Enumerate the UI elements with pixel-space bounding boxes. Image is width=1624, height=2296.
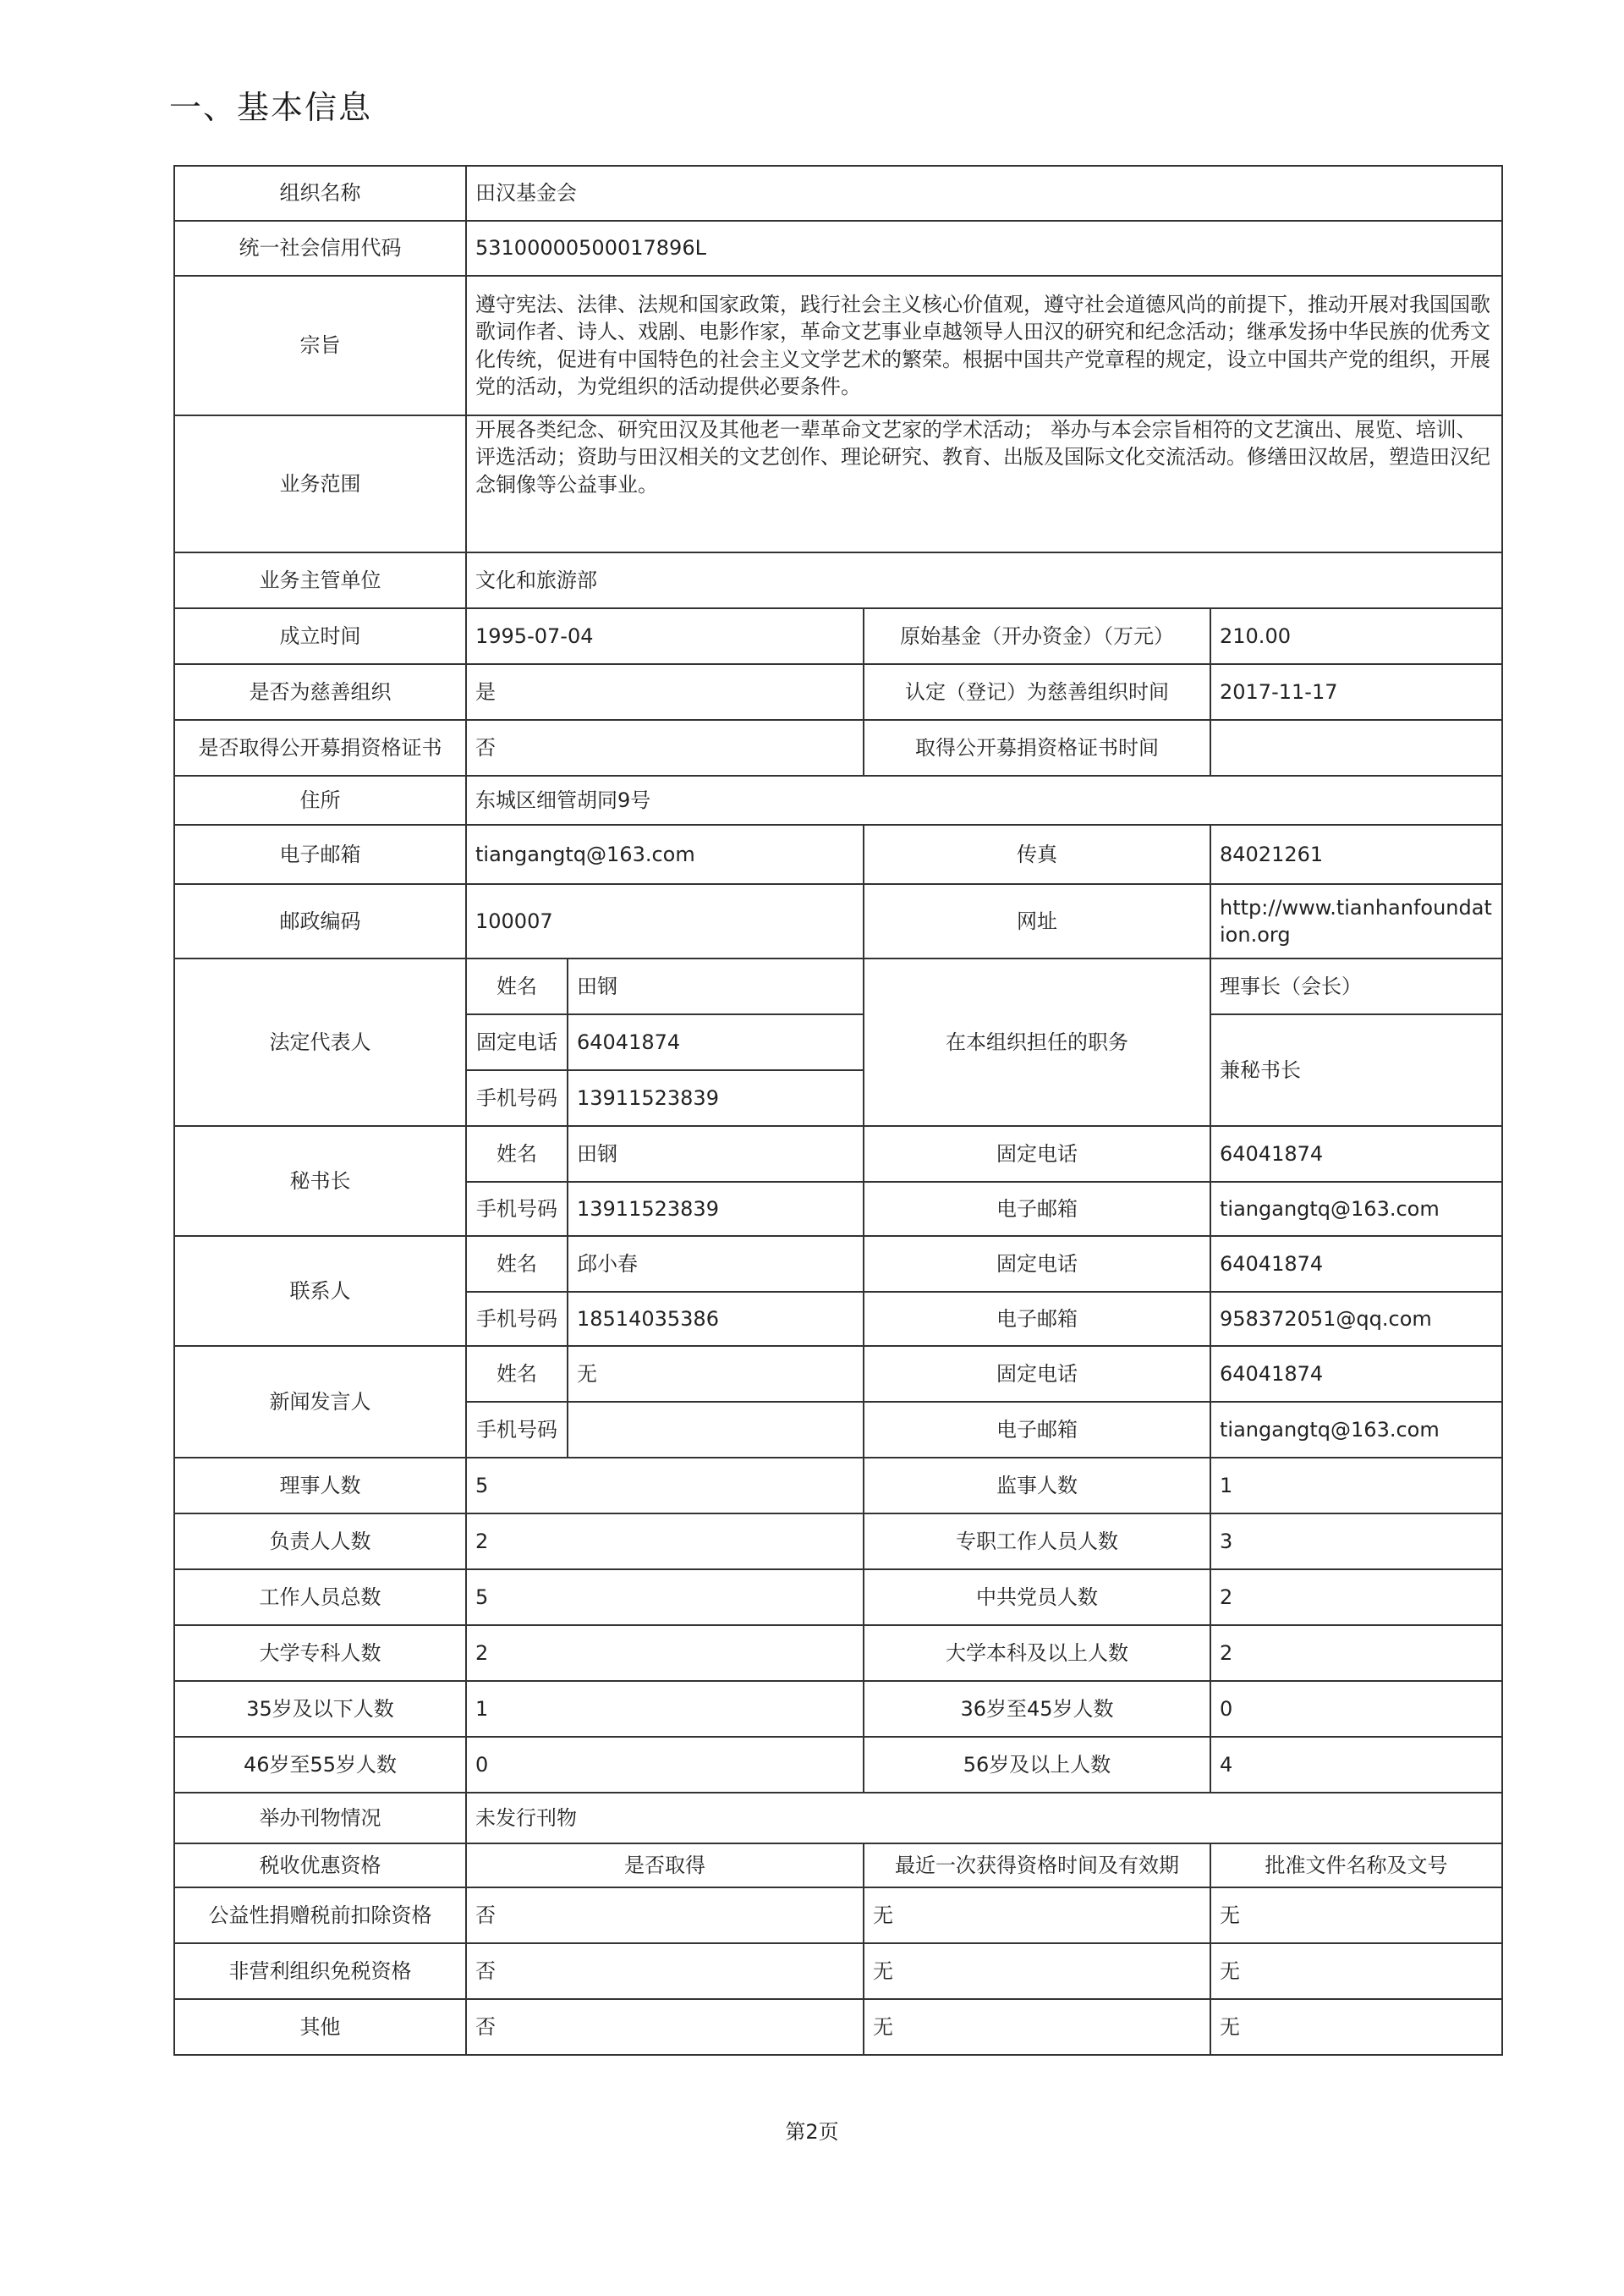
row-charity <box>174 664 1502 720</box>
spokesman-email-label: 电子邮箱 <box>864 1402 1210 1458</box>
stat-label: 专职工作人员人数 <box>864 1513 1210 1569</box>
stat-label: 中共党员人数 <box>864 1569 1210 1625</box>
tax-header-doc: 批准文件名称及文号 <box>1210 1843 1502 1887</box>
fax-value: 84021261 <box>1210 825 1502 884</box>
row-email <box>174 825 1502 884</box>
tax-row-time: 无 <box>864 1943 1210 1999</box>
tax-row-obtained: 否 <box>466 1887 864 1943</box>
legal-rep-phone: 64041874 <box>568 1014 864 1070</box>
publication-value: 未发行刊物 <box>466 1793 1502 1843</box>
spokesman-mobile-label: 手机号码 <box>466 1402 568 1458</box>
tax-row-doc: 无 <box>1210 1943 1502 1999</box>
fundraising-label: 是否取得公开募捐资格证书 <box>174 720 466 776</box>
row-tax-0 <box>174 1887 1502 1943</box>
purpose-value: 遵守宪法、法律、法规和国家政策，践行社会主义核心价值观，遵守社会道德风尚的前提下，推动开展对我国国歌歌词作者、诗人、戏剧、电影作家，革命文艺事业卓越领导人田汉的研究和纪念活动；继承发扬中华民族的优秀文化传统，促进有中国特色的社会主义文学艺术的繁荣。根据中国共产党章程的规定，设立中国共产党的组织，开展党的活动，为党组织的活动提供必要条件。 <box>466 276 1502 415</box>
row-purpose <box>174 276 1502 415</box>
tax-header-name: 税收优惠资格 <box>174 1843 466 1887</box>
legal-rep-mobile: 13911523839 <box>568 1070 864 1126</box>
stat-label: 工作人员总数 <box>174 1569 466 1625</box>
section-title: 一、基本信息 <box>169 89 373 126</box>
secretary-name: 田钢 <box>568 1126 864 1182</box>
spokesman-mobile <box>568 1402 864 1458</box>
contact-mobile-label: 手机号码 <box>466 1292 568 1346</box>
scope-label: 业务范围 <box>174 415 466 552</box>
spokesman-phone: 64041874 <box>1210 1346 1502 1402</box>
stat-label: 36岁至45岁人数 <box>864 1681 1210 1737</box>
legal-rep-phone-label: 固定电话 <box>466 1014 568 1070</box>
stat-value: 2 <box>466 1625 864 1681</box>
founded-label: 成立时间 <box>174 608 466 664</box>
row-spokesman-name <box>174 1346 1502 1402</box>
fax-label: 传真 <box>864 825 1210 884</box>
legal-rep-name: 田钢 <box>568 958 864 1014</box>
contact-name-label: 姓名 <box>466 1236 568 1292</box>
row-tax-2 <box>174 1999 1502 2055</box>
spokesman-name-label: 姓名 <box>466 1346 568 1402</box>
row-contact-name <box>174 1236 1502 1292</box>
tax-row-time: 无 <box>864 1999 1210 2055</box>
row-address <box>174 776 1502 825</box>
row-publication <box>174 1793 1502 1843</box>
secretary-mobile: 13911523839 <box>568 1182 864 1236</box>
fundraising-date-label: 取得公开募捐资格证书时间 <box>864 720 1210 776</box>
spokesman-phone-label: 固定电话 <box>864 1346 1210 1402</box>
tax-row-time: 无 <box>864 1887 1210 1943</box>
contact-name: 邱小春 <box>568 1236 864 1292</box>
postal-label: 邮政编码 <box>174 884 466 958</box>
org-name-value: 田汉基金会 <box>466 166 1502 221</box>
stat-label: 大学专科人数 <box>174 1625 466 1681</box>
secretary-email-label: 电子邮箱 <box>864 1182 1210 1236</box>
stat-label: 理事人数 <box>174 1458 466 1513</box>
web-label: 网址 <box>864 884 1210 958</box>
stat-value: 2 <box>1210 1569 1502 1625</box>
email-value: tiangangtq@163.com <box>466 825 864 884</box>
contact-email: 958372051@qq.com <box>1210 1292 1502 1346</box>
row-founded <box>174 608 1502 664</box>
legal-rep-name-label: 姓名 <box>466 958 568 1014</box>
fundraising-date-value <box>1210 720 1502 776</box>
spokesman-name: 无 <box>568 1346 864 1402</box>
row-supervisor <box>174 552 1502 608</box>
supervisor-label: 业务主管单位 <box>174 552 466 608</box>
fund-label: 原始基金（开办资金）（万元） <box>864 608 1210 664</box>
page-number: 第2页 <box>785 2120 839 2144</box>
row-stats-5 <box>174 1737 1502 1793</box>
row-stats-4 <box>174 1681 1502 1737</box>
row-tax-header <box>174 1843 1502 1887</box>
contact-phone-label: 固定电话 <box>864 1236 1210 1292</box>
secretary-phone: 64041874 <box>1210 1126 1502 1182</box>
legal-rep-post2: 兼秘书长 <box>1210 1014 1502 1126</box>
row-scope <box>174 415 1502 552</box>
row-fundraising <box>174 720 1502 776</box>
scope-value: 开展各类纪念、研究田汉及其他老一辈革命文艺家的学术活动； 举办与本会宗旨相符的文艺演出、展览、培训、评选活动；资助与田汉相关的文艺创作、理论研究、教育、出版及国际文化交流活动。修缮田汉故居，塑造田汉纪念铜像等公益事业。 <box>466 415 1502 552</box>
contact-mobile: 18514035386 <box>568 1292 864 1346</box>
stat-value: 2 <box>1210 1625 1502 1681</box>
credit-code-label: 统一社会信用代码 <box>174 221 466 276</box>
legal-rep-post1: 理事长（会长） <box>1210 958 1502 1014</box>
founded-value: 1995-07-04 <box>466 608 864 664</box>
row-stats-0 <box>174 1458 1502 1513</box>
row-credit-code <box>174 221 1502 276</box>
charity-value: 是 <box>466 664 864 720</box>
stat-value: 0 <box>1210 1681 1502 1737</box>
credit-code-value: 53100000500017896L <box>466 221 1502 276</box>
stat-value: 4 <box>1210 1737 1502 1793</box>
email-label: 电子邮箱 <box>174 825 466 884</box>
secretary-email: tiangangtq@163.com <box>1210 1182 1502 1236</box>
tax-row-name: 其他 <box>174 1999 466 2055</box>
secretary-name-label: 姓名 <box>466 1126 568 1182</box>
secretary-mobile-label: 手机号码 <box>466 1182 568 1236</box>
stat-value: 1 <box>466 1681 864 1737</box>
stat-value: 2 <box>466 1513 864 1569</box>
address-value: 东城区细管胡同9号 <box>466 776 1502 825</box>
row-stats-2 <box>174 1569 1502 1625</box>
org-name-label: 组织名称 <box>174 166 466 221</box>
secretary-label: 秘书长 <box>174 1126 466 1236</box>
row-legal-rep-name <box>174 958 1502 1014</box>
tax-row-doc: 无 <box>1210 1887 1502 1943</box>
stat-value: 1 <box>1210 1458 1502 1513</box>
legal-rep-label: 法定代表人 <box>174 958 466 1126</box>
tax-row-doc: 无 <box>1210 1999 1502 2055</box>
row-stats-1 <box>174 1513 1502 1569</box>
row-postal <box>174 884 1502 958</box>
address-label: 住所 <box>174 776 466 825</box>
stat-label: 大学本科及以上人数 <box>864 1625 1210 1681</box>
tax-row-obtained: 否 <box>466 1943 864 1999</box>
legal-rep-mobile-label: 手机号码 <box>466 1070 568 1126</box>
tax-row-name: 公益性捐赠税前扣除资格 <box>174 1887 466 1943</box>
row-stats-3 <box>174 1625 1502 1681</box>
row-tax-1 <box>174 1943 1502 1999</box>
stat-value: 0 <box>466 1737 864 1793</box>
stat-label: 负责人人数 <box>174 1513 466 1569</box>
tax-header-obtained: 是否取得 <box>466 1843 864 1887</box>
legal-rep-post-label: 在本组织担任的职务 <box>864 958 1210 1126</box>
contact-email-label: 电子邮箱 <box>864 1292 1210 1346</box>
stat-value: 3 <box>1210 1513 1502 1569</box>
charity-label: 是否为慈善组织 <box>174 664 466 720</box>
tax-row-obtained: 否 <box>466 1999 864 2055</box>
fund-value: 210.00 <box>1210 608 1502 664</box>
row-org-name <box>174 166 1502 221</box>
spokesman-email: tiangangtq@163.com <box>1210 1402 1502 1458</box>
purpose-label: 宗旨 <box>174 276 466 415</box>
tax-row-name: 非营利组织免税资格 <box>174 1943 466 1999</box>
publication-label: 举办刊物情况 <box>174 1793 466 1843</box>
tax-header-time: 最近一次获得资格时间及有效期 <box>864 1843 1210 1887</box>
charity-date-label: 认定（登记）为慈善组织时间 <box>864 664 1210 720</box>
contact-label: 联系人 <box>174 1236 466 1346</box>
spokesman-label: 新闻发言人 <box>174 1346 466 1458</box>
stat-label: 监事人数 <box>864 1458 1210 1513</box>
contact-phone: 64041874 <box>1210 1236 1502 1292</box>
stat-value: 5 <box>466 1569 864 1625</box>
stat-label: 56岁及以上人数 <box>864 1737 1210 1793</box>
row-secretary-name <box>174 1126 1502 1182</box>
stat-label: 46岁至55岁人数 <box>174 1737 466 1793</box>
postal-value: 100007 <box>466 884 864 958</box>
supervisor-value: 文化和旅游部 <box>466 552 1502 608</box>
web-value: http://www.tianhanfoundation.org <box>1210 884 1502 958</box>
stat-value: 5 <box>466 1458 864 1513</box>
fundraising-value: 否 <box>466 720 864 776</box>
basic-info-table <box>173 165 1503 2056</box>
stat-label: 35岁及以下人数 <box>174 1681 466 1737</box>
charity-date-value: 2017-11-17 <box>1210 664 1502 720</box>
secretary-phone-label: 固定电话 <box>864 1126 1210 1182</box>
